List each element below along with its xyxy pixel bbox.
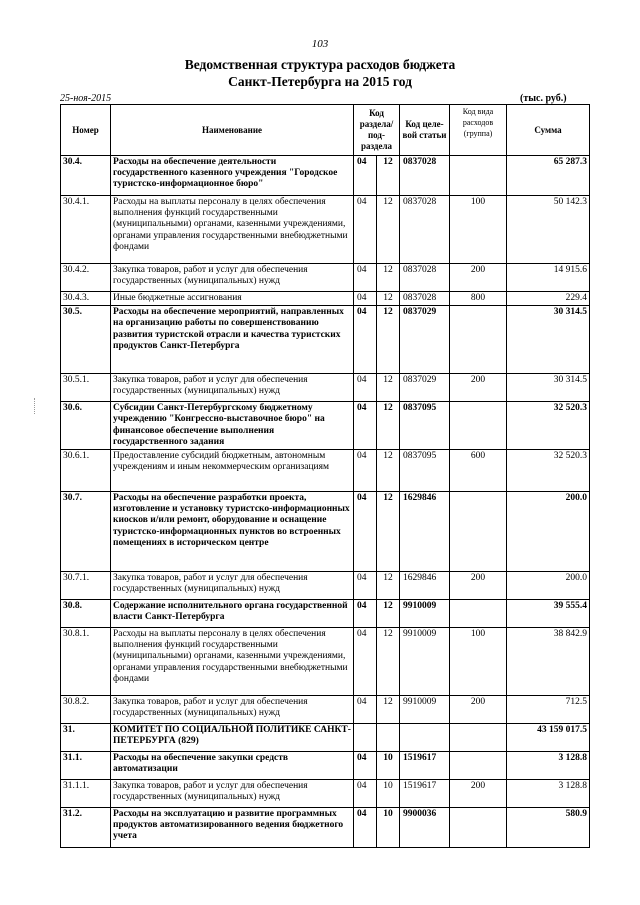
row-number: 30.7. [61, 492, 111, 572]
row-sum: 200.0 [507, 492, 590, 572]
row-section: 04 [354, 292, 377, 306]
row-article: 0837028 [400, 196, 450, 264]
row-section: 04 [354, 628, 377, 696]
row-subsection: 12 [377, 492, 400, 572]
table-row [61, 402, 590, 450]
row-name: Расходы на обеспечение деятельности государственного казенного учреждения "Городское туристско-информационное бюро" [111, 156, 354, 196]
row-sum: 39 555.4 [507, 600, 590, 628]
row-sum: 3 128.8 [507, 752, 590, 780]
row-article: 0837095 [400, 450, 450, 492]
row-name: Предоставление субсидий бюджетным, автономным учреждениям и иным некоммерческим организациям [111, 450, 354, 492]
row-expense-type: 800 [450, 292, 507, 306]
row-sum: 712.5 [507, 696, 590, 724]
row-subsection: 12 [377, 306, 400, 374]
table-row [61, 572, 590, 600]
row-article: 1629846 [400, 572, 450, 600]
row-number: 31.1. [61, 752, 111, 780]
print-date: 25-ноя-2015 [60, 93, 112, 104]
page-number: 103 [311, 38, 329, 50]
row-section: 04 [354, 492, 377, 572]
table-row [61, 156, 590, 196]
row-subsection: 10 [377, 752, 400, 780]
row-sum: 65 287.3 [507, 156, 590, 196]
header-sum: Сумма [507, 105, 590, 156]
row-article: 9910009 [400, 628, 450, 696]
header-section: Код раздела/ под- раздела [354, 105, 400, 156]
row-number: 30.5.1. [61, 374, 111, 402]
row-article: 0837028 [400, 156, 450, 196]
header-name: Наименование [111, 105, 354, 156]
row-section: 04 [354, 808, 377, 848]
row-name: Иные бюджетные ассигнования [111, 292, 354, 306]
row-expense-type: 200 [450, 572, 507, 600]
table-row [61, 374, 590, 402]
row-sum: 229.4 [507, 292, 590, 306]
row-article: 0837028 [400, 264, 450, 292]
header-number: Номер [61, 105, 111, 156]
row-number: 30.8.1. [61, 628, 111, 696]
table-row [61, 492, 590, 572]
row-sum: 32 520.3 [507, 402, 590, 450]
row-subsection: 12 [377, 572, 400, 600]
row-subsection: 12 [377, 402, 400, 450]
row-sum: 3 128.8 [507, 780, 590, 808]
row-name: Расходы на обеспечение закупки средств автоматизации [111, 752, 354, 780]
row-name: Закупка товаров, работ и услуг для обеспечения государственных (муниципальных) нужд [111, 264, 354, 292]
row-section: 04 [354, 780, 377, 808]
row-section: 04 [354, 264, 377, 292]
row-expense-type [450, 156, 507, 196]
row-subsection: 12 [377, 196, 400, 264]
row-expense-type [450, 752, 507, 780]
row-sum: 30 314.5 [507, 374, 590, 402]
row-name: Закупка товаров, работ и услуг для обеспечения государственных (муниципальных) нужд [111, 780, 354, 808]
row-number: 31.1.1. [61, 780, 111, 808]
row-expense-type [450, 808, 507, 848]
row-expense-type [450, 402, 507, 450]
row-subsection: 12 [377, 696, 400, 724]
table-row [61, 780, 590, 808]
table-row [61, 696, 590, 724]
row-name: Закупка товаров, работ и услуг для обеспечения государственных (муниципальных) нужд [111, 572, 354, 600]
row-subsection [377, 724, 400, 752]
row-sum: 200.0 [507, 572, 590, 600]
row-name: Расходы на обеспечение разработки проекта, изготовление и установку туристско-информационных киосков и/или ремонт, оборудование и оснащение туристско-информационных пунктов во встроенных помещениях в историческом центре [111, 492, 354, 572]
row-subsection: 12 [377, 292, 400, 306]
table-row [61, 292, 590, 306]
row-section: 04 [354, 450, 377, 492]
row-article: 9910009 [400, 696, 450, 724]
row-name: Расходы на выплаты персоналу в целях обеспечения выполнения функций государственными (муниципальными) органами, казенными учреждениями, органами управления государственными внебюджетными фондами [111, 196, 354, 264]
row-subsection: 12 [377, 628, 400, 696]
row-name: Закупка товаров, работ и услуг для обеспечения государственных (муниципальных) нужд [111, 696, 354, 724]
row-number: 30.8. [61, 600, 111, 628]
table-row [61, 724, 590, 752]
row-subsection: 12 [377, 264, 400, 292]
row-section: 04 [354, 402, 377, 450]
table-row [61, 808, 590, 848]
table-row [61, 752, 590, 780]
row-number: 30.4. [61, 156, 111, 196]
row-section: 04 [354, 572, 377, 600]
row-name: Содержание исполнительного органа государственной власти Санкт-Петербурга [111, 600, 354, 628]
row-section: 04 [354, 600, 377, 628]
row-name: КОМИТЕТ ПО СОЦИАЛЬНОЙ ПОЛИТИКЕ САНКТ-ПЕТЕРБУРГА (829) [111, 724, 354, 752]
row-name: Закупка товаров, работ и услуг для обеспечения государственных (муниципальных) нужд [111, 374, 354, 402]
row-sum: 14 915.6 [507, 264, 590, 292]
row-number: 30.4.2. [61, 264, 111, 292]
title-line-2: Санкт-Петербурга на 2015 год [228, 74, 412, 89]
row-section [354, 724, 377, 752]
row-article: 0837029 [400, 374, 450, 402]
table-row [61, 600, 590, 628]
row-name: Расходы на обеспечение мероприятий, направленных на организацию работы по совершенствованию развития туристской отрасли и качества туристских продуктов Санкт-Петербурга [111, 306, 354, 374]
row-subsection: 12 [377, 156, 400, 196]
row-name: Расходы на эксплуатацию и развитие программных продуктов автоматизированного ведения бюджетного учета [111, 808, 354, 848]
row-sum: 32 520.3 [507, 450, 590, 492]
budget-table [60, 104, 590, 848]
table-body [61, 156, 590, 848]
table-row [61, 628, 590, 696]
row-section: 04 [354, 752, 377, 780]
row-article: 1629846 [400, 492, 450, 572]
document-title [0, 56, 640, 90]
row-expense-type: 200 [450, 696, 507, 724]
row-number: 30.8.2. [61, 696, 111, 724]
row-article: 0837028 [400, 292, 450, 306]
row-expense-type: 200 [450, 780, 507, 808]
table-row [61, 196, 590, 264]
row-expense-type [450, 724, 507, 752]
row-expense-type: 100 [450, 628, 507, 696]
row-expense-type: 100 [450, 196, 507, 264]
row-section: 04 [354, 196, 377, 264]
row-section: 04 [354, 306, 377, 374]
row-subsection: 10 [377, 808, 400, 848]
row-name: Субсидии Санкт-Петербургскому бюджетному учреждению "Конгрессно-выставочное бюро" на финансовое обеспечение выполнения государственного задания [111, 402, 354, 450]
row-expense-type [450, 306, 507, 374]
row-expense-type [450, 492, 507, 572]
row-number: 30.4.1. [61, 196, 111, 264]
row-number: 30.6.1. [61, 450, 111, 492]
row-expense-type [450, 600, 507, 628]
row-sum: 30 314.5 [507, 306, 590, 374]
title-line-1: Ведомственная структура расходов бюджета [184, 57, 456, 72]
row-section: 04 [354, 696, 377, 724]
row-number: 30.5. [61, 306, 111, 374]
row-number: 31.2. [61, 808, 111, 848]
row-article: 9900036 [400, 808, 450, 848]
row-section: 04 [354, 374, 377, 402]
row-subsection: 12 [377, 450, 400, 492]
row-number: 30.4.3. [61, 292, 111, 306]
row-number: 30.7.1. [61, 572, 111, 600]
row-sum: 38 842.9 [507, 628, 590, 696]
row-number: 30.6. [61, 402, 111, 450]
scan-artifact [34, 398, 43, 414]
units-label: (тыс. руб.) [520, 93, 567, 104]
table-row [61, 450, 590, 492]
row-expense-type: 200 [450, 264, 507, 292]
row-sum: 580.9 [507, 808, 590, 848]
row-article: 0837095 [400, 402, 450, 450]
row-number: 31. [61, 724, 111, 752]
row-expense-type: 200 [450, 374, 507, 402]
row-sum: 50 142.3 [507, 196, 590, 264]
header-row [61, 105, 590, 156]
header-article: Код целе- вой статьи [400, 105, 450, 156]
row-name: Расходы на выплаты персоналу в целях обеспечения выполнения функций государственными (муниципальными) органами, казенными учреждениями, органами управления государственными внебюджетными фондами [111, 628, 354, 696]
row-subsection: 10 [377, 780, 400, 808]
table-row [61, 264, 590, 292]
row-article: 9910009 [400, 600, 450, 628]
table-row [61, 306, 590, 374]
row-subsection: 12 [377, 600, 400, 628]
header-expense-type: Код вида расходов (группа) [450, 105, 507, 156]
row-article: 1519617 [400, 752, 450, 780]
row-article: 0837029 [400, 306, 450, 374]
row-article [400, 724, 450, 752]
row-sum: 43 159 017.5 [507, 724, 590, 752]
row-section: 04 [354, 156, 377, 196]
row-subsection: 12 [377, 374, 400, 402]
row-expense-type: 600 [450, 450, 507, 492]
row-article: 1519617 [400, 780, 450, 808]
